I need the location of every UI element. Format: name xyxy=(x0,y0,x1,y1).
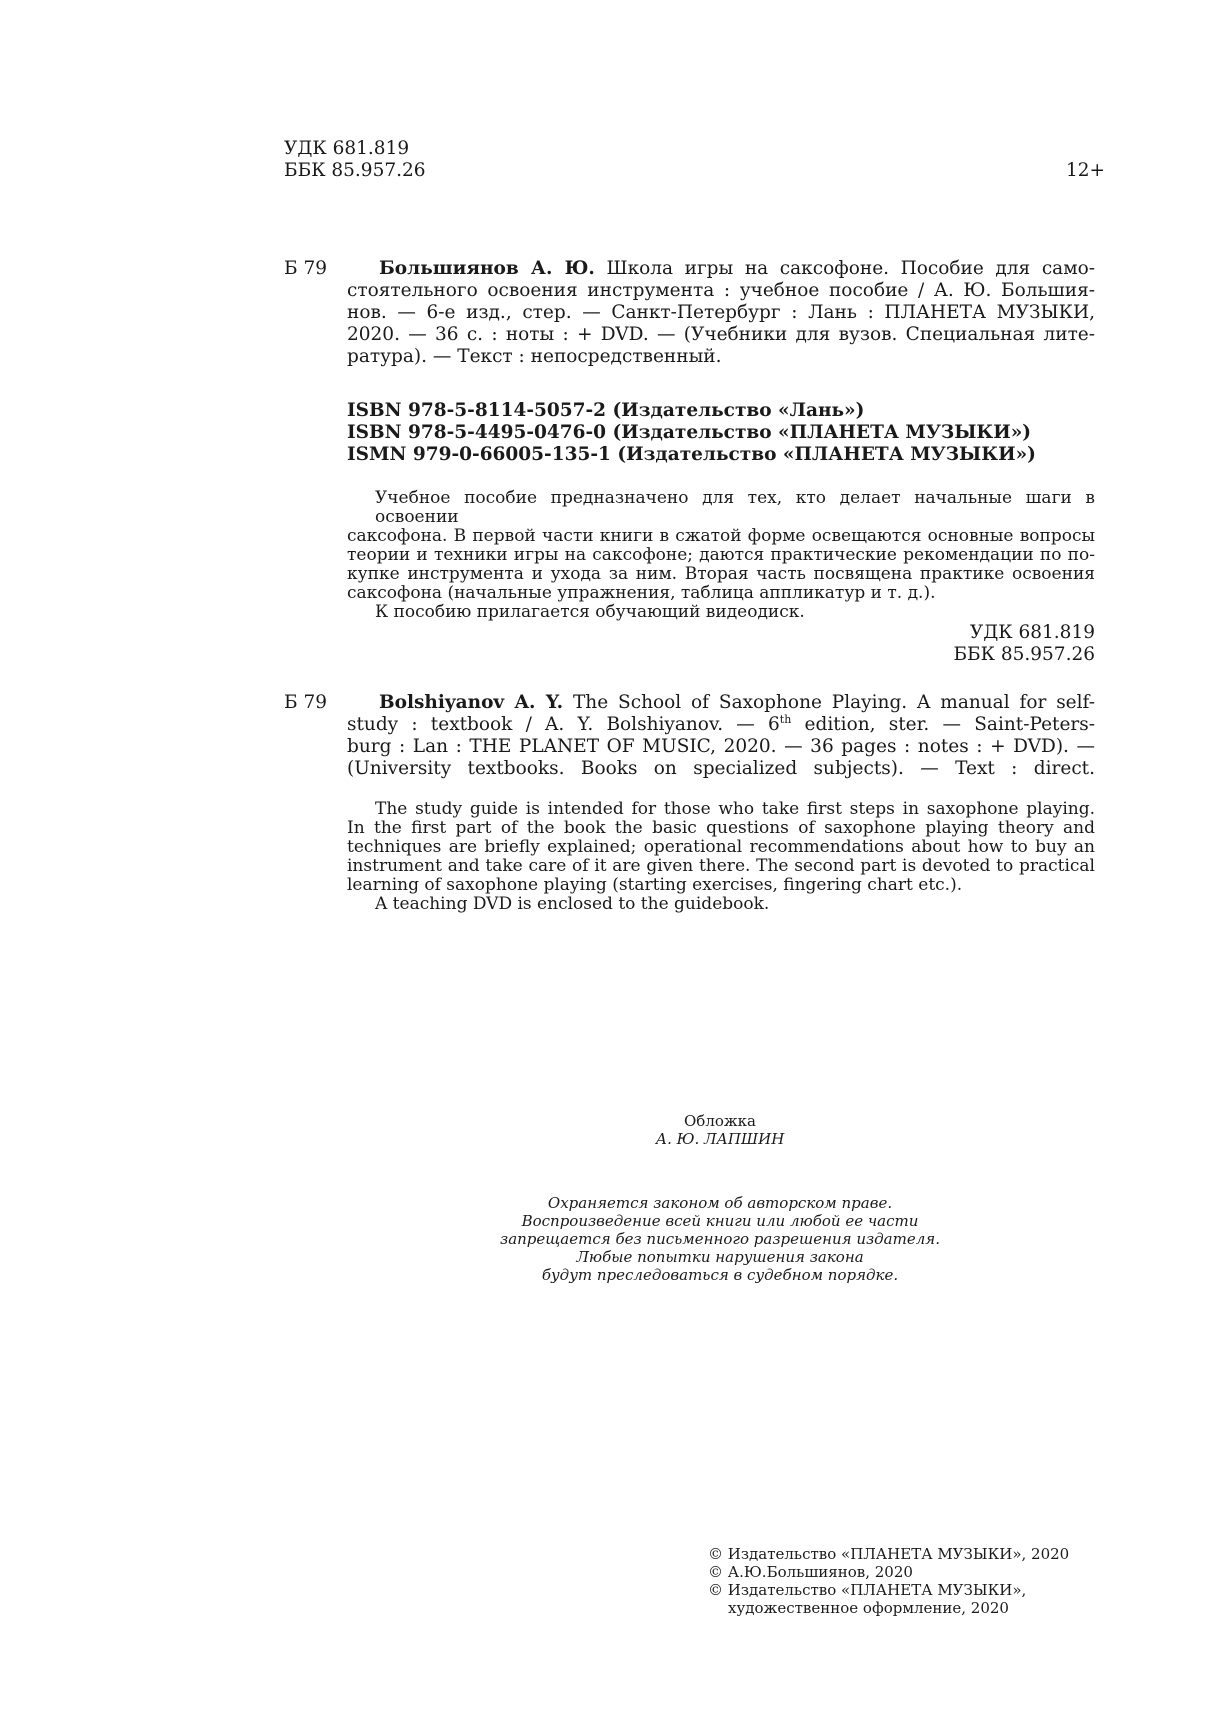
udk-code: УДК 681.819 xyxy=(969,622,1095,643)
bbk-code: ББК 85.957.26 xyxy=(284,160,426,181)
ru-entry-line5: ратура). — Текст : непосредственный. xyxy=(347,346,722,367)
en-entry-line4: (University textbooks. Books on specialized subjects). — Text : direct. xyxy=(347,758,1095,779)
isbn-line: ISBN 978-5-8114-5057-2 (Издательство «Лань») xyxy=(347,400,865,421)
copyright-line: © А.Ю.Большиянов, 2020 xyxy=(708,1563,913,1581)
copyrights-block xyxy=(708,1545,1069,1617)
ru-bibliographic-entry xyxy=(347,258,1095,368)
classification-repeat xyxy=(847,622,1095,666)
cover-credit xyxy=(520,1112,920,1148)
en-author: Bolshiyanov A. Y. xyxy=(379,692,564,713)
copyright-line: © Издательство «ПЛАНЕТА МУЗЫКИ», 2020 xyxy=(708,1545,1070,1563)
en-entry-line3: burg : Lan : THE PLANET OF MUSIC, 2020. — 36 pages : notes : + DVD). — xyxy=(347,736,1095,757)
copyright-line: © Издательство «ПЛАНЕТА МУЗЫКИ», xyxy=(708,1581,1027,1599)
en-entry-code: Б 79 xyxy=(284,692,328,713)
en-entry-line2: study : textbook / A. Y. Bolshiyanov. — 6th edition, ster. — Saint-Peters- xyxy=(347,712,1095,735)
ru-entry-code: Б 79 xyxy=(284,258,328,279)
cover-artist: А. Ю. ЛАПШИН xyxy=(655,1130,785,1148)
age-rating: 12+ xyxy=(1066,160,1106,181)
ru-author: Большиянов А. Ю. xyxy=(379,258,595,279)
bbk-code: ББК 85.957.26 xyxy=(953,644,1095,665)
copyright-notice: Охраняется законом об авторском праве. Воспроизведение всей книги или любой ее части запрещается без письменного разрешения издателя. Любые попытки нарушения закона будут преследоваться в судебном порядке. xyxy=(500,1194,940,1284)
copyright-line: художественное оформление, 2020 xyxy=(728,1599,1009,1617)
udk-code: УДК 681.819 xyxy=(284,138,410,159)
ru-entry-line2: стоятельного освоения инструмента : учебное пособие / А. Ю. Большия- xyxy=(347,280,1095,301)
ru-entry-line4: 2020. — 36 с. : ноты : + DVD. — (Учебники для вузов. Специальная лите- xyxy=(347,324,1095,345)
header-classification xyxy=(284,138,426,182)
isbn-block xyxy=(347,400,1036,466)
ru-annotation: Учебное пособие предназначено для тех, кто делает начальные шаги в освоении саксофона. В первой части книги в сжатой форме освещаются основные вопросы теории и техники игры на саксофоне; даются практические рекомендации по по- купке инструмента и ухода за ним. Вторая часть посвящена практике освоения саксофона (начальные упражнения, таблица аппликатур и т. д.). К пособию прилагается обучающий видеодиск. xyxy=(347,488,1095,622)
en-entry-line1: Bolshiyanov A. Y. The School of Saxophone Playing. A manual for self- xyxy=(379,692,1095,713)
ru-entry-line1: Большиянов А. Ю. Школа игры на саксофоне. Пособие для само- xyxy=(379,258,1095,279)
isbn-line: ISMN 979-0-66005-135-1 (Издательство «ПЛАНЕТА МУЗЫКИ») xyxy=(347,444,1036,465)
en-bibliographic-entry xyxy=(347,692,1095,780)
cover-label: Обложка xyxy=(683,1112,756,1130)
en-annotation: The study guide is intended for those who take first steps in saxophone playing. In the first part of the book the basic questions of saxophone playing theory and techniques are briefly explained; operational recommendations about how to buy an instrument and take care of it are given there. The second part is devoted to practical learning of saxophone playing (starting exercises, fingering chart etc.). A teaching DVD is enclosed to the guidebook. xyxy=(347,799,1095,914)
ru-entry-line3: нов. — 6-е изд., стер. — Санкт-Петербург : Лань : ПЛАНЕТА МУЗЫКИ, xyxy=(347,302,1095,323)
isbn-line: ISBN 978-5-4495-0476-0 (Издательство «ПЛАНЕТА МУЗЫКИ») xyxy=(347,422,1032,443)
